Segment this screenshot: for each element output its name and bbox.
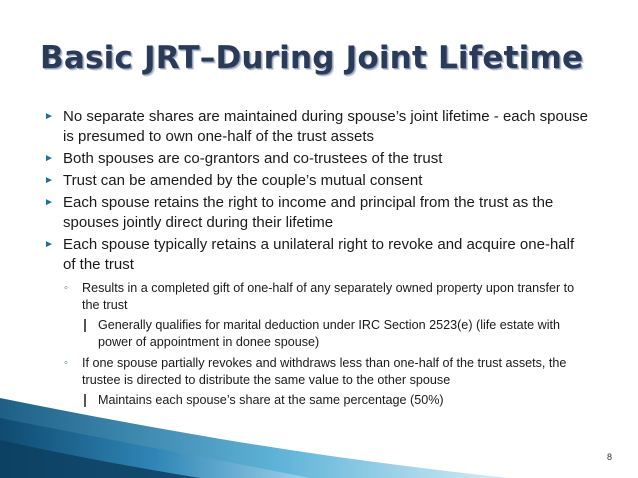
arrow-bullet-icon: ►: [44, 153, 54, 164]
bullet-text: Each spouse typically retains a unilateral right to revoke and acquire one-half of the trust: [63, 236, 575, 273]
bullet-text: Both spouses are co-grantors and co-trustees of the trust: [63, 150, 443, 167]
sub-sub-bullet-item: [42, 392, 590, 409]
arrow-bullet-icon: ►: [44, 175, 54, 186]
sub-sub-bullet-item: [42, 317, 590, 351]
box-bullet-icon: [84, 394, 86, 407]
bullet-item: [42, 149, 590, 169]
bullet-text: No separate shares are maintained during spouse’s joint lifetime - each spouse is presumed to own one-half of the trust assets: [63, 108, 589, 145]
sub-sub-bullet-text: Generally qualifies for marital deduction under IRC Section 2523(e) (life estate with power of appointment in donee spouse): [98, 318, 561, 349]
box-bullet-icon: [84, 319, 86, 332]
bullet-text: Each spouse retains the right to income and principal from the trust as the spouses jointly direct during their lifetime: [63, 194, 554, 231]
circle-bullet-icon: ◦: [64, 357, 68, 369]
sub-bullet-item: [42, 280, 590, 314]
sub-bullet-text: Results in a completed gift of one-half of any separately owned property upon transfer to the trust: [82, 281, 575, 312]
bullet-item: [42, 235, 590, 275]
circle-bullet-icon: ◦: [64, 282, 68, 294]
slide-content: [42, 107, 590, 413]
bullet-item: [42, 107, 590, 147]
page-number: 8: [606, 452, 612, 462]
slide-title: Basic JRT–During Joint Lifetime: [40, 40, 584, 76]
arrow-bullet-icon: ►: [44, 111, 54, 122]
arrow-bullet-icon: ►: [44, 197, 54, 208]
sub-bullet-text: If one spouse partially revokes and withdraws less than one-half of the trust assets, the trustee is directed to distribute the same value to the other spouse: [82, 356, 567, 387]
sub-sub-bullet-text: Maintains each spouse’s share at the same percentage (50%): [98, 393, 444, 407]
bullet-item: [42, 193, 590, 233]
bullet-text: Trust can be amended by the couple’s mutual consent: [63, 172, 423, 189]
arrow-bullet-icon: ►: [44, 239, 54, 250]
sub-bullet-item: [42, 355, 590, 389]
bullet-item: [42, 171, 590, 191]
